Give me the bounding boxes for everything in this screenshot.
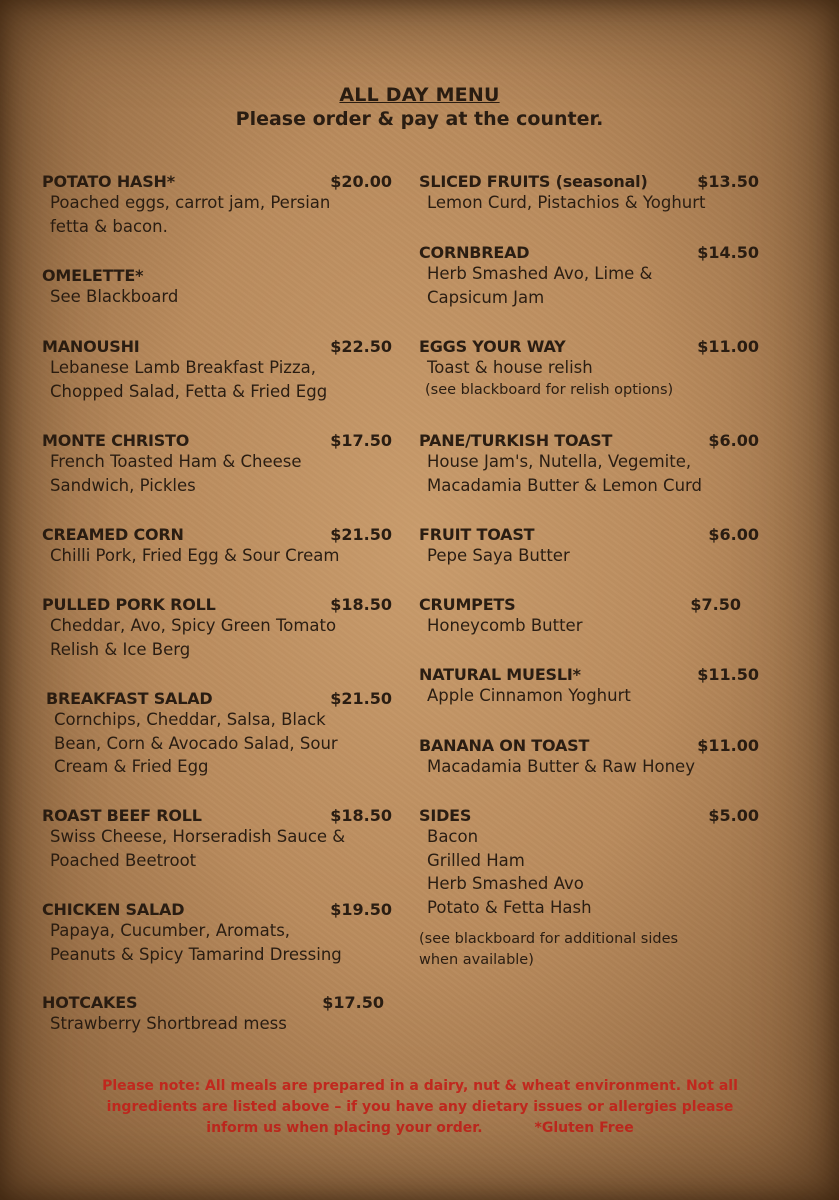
item-description: Pepe Saya Butter: [427, 546, 570, 565]
item-description: See Blackboard: [50, 287, 179, 306]
item-price: $21.50: [330, 689, 392, 708]
item-price: $22.50: [330, 337, 392, 356]
allergy-note-line-1: Please note: All meals are prepared in a dairy, nut & wheat environment. Not all: [102, 1078, 738, 1094]
item-name: PULLED PORK ROLL: [42, 595, 216, 614]
item-name: SIDES: [419, 806, 472, 825]
item-note: (see blackboard for relish options): [425, 381, 674, 398]
menu-item-banana-on-toast: [419, 736, 759, 779]
item-name: BANANA ON TOAST: [419, 736, 590, 755]
item-name: CREAMED CORN: [42, 525, 184, 544]
menu-item-eggs-your-way: [419, 337, 759, 401]
allergy-note-line-3: inform us when placing your order.: [206, 1120, 483, 1136]
menu-item-cornbread: [419, 243, 759, 309]
item-description: Apple Cinnamon Yoghurt: [427, 686, 631, 705]
item-name: CHICKEN SALAD: [42, 900, 185, 919]
menu-item-creamed-corn: [42, 525, 392, 568]
item-description: Cheddar, Avo, Spicy Green Tomato Relish & Ice Berg: [50, 616, 337, 659]
menu-item-hotcakes: [42, 993, 384, 1036]
menu-item-pane-turkish-toast: [419, 431, 759, 497]
item-name: BREAKFAST SALAD: [46, 689, 213, 708]
item-description: Toast & house relish: [427, 358, 593, 377]
item-description: House Jam's, Nutella, Vegemite, Macadamia Butter & Lemon Curd: [427, 452, 703, 495]
menu-item-breakfast-salad: [46, 689, 392, 779]
item-price: $13.50: [697, 172, 759, 191]
item-description: Chilli Pork, Fried Egg & Sour Cream: [50, 546, 340, 565]
item-price: $17.50: [322, 993, 384, 1012]
menu-item-sliced-fruits: [419, 172, 759, 215]
item-price: $11.50: [697, 665, 759, 684]
item-name: FRUIT TOAST: [419, 525, 535, 544]
item-price: $18.50: [330, 806, 392, 825]
allergy-note-line-2: ingredients are listed above – if you have any dietary issues or allergies please: [106, 1099, 734, 1115]
item-price: $14.50: [697, 243, 759, 262]
item-price: $11.00: [697, 337, 759, 356]
item-price: $18.50: [330, 595, 392, 614]
item-price: $5.00: [708, 806, 759, 825]
item-price: $6.00: [708, 431, 759, 450]
item-description: Papaya, Cucumber, Aromats, Peanuts & Spicy Tamarind Dressing: [50, 921, 342, 964]
menu-subtitle: Please order & pay at the counter.: [235, 108, 604, 130]
item-description: French Toasted Ham & Cheese Sandwich, Pickles: [50, 452, 302, 495]
menu-item-chicken-salad: [42, 900, 392, 966]
menu-title: ALL DAY MENU: [339, 84, 500, 106]
menu-item-sides: [419, 806, 759, 971]
item-description: Honeycomb Butter: [427, 616, 583, 635]
item-price: $6.00: [708, 525, 759, 544]
item-description: Cornchips, Cheddar, Salsa, Black Bean, Corn & Avocado Salad, Sour Cream & Fried Egg: [54, 710, 338, 776]
item-name: CRUMPETS: [419, 595, 516, 614]
item-price: $17.50: [330, 431, 392, 450]
item-name: MANOUSHI: [42, 337, 140, 356]
item-name: NATURAL MUESLI*: [419, 665, 581, 684]
item-price: $20.00: [330, 172, 392, 191]
item-description: Poached eggs, carrot jam, Persian fetta & bacon.: [50, 193, 331, 236]
menu-item-fruit-toast: [419, 525, 759, 568]
item-name: EGGS YOUR WAY: [419, 337, 566, 356]
menu-item-omelette: [42, 266, 392, 309]
item-name: CORNBREAD: [419, 243, 530, 262]
allergy-note: [40, 1076, 800, 1139]
menu-item-manoushi: [42, 337, 392, 403]
menu-item-natural-muesli: [419, 665, 759, 708]
gluten-free-legend: *Gluten Free: [534, 1120, 634, 1136]
item-price: $7.50: [690, 595, 741, 614]
menu-item-crumpets: [419, 595, 741, 638]
menu-item-pulled-pork-roll: [42, 595, 392, 661]
item-description: Lebanese Lamb Breakfast Pizza, Chopped Salad, Fetta & Fried Egg: [50, 358, 328, 401]
item-description: Macadamia Butter & Raw Honey: [427, 757, 695, 776]
item-name: SLICED FRUITS (seasonal): [419, 172, 648, 191]
item-description: Lemon Curd, Pistachios & Yoghurt: [427, 193, 706, 212]
item-description: Strawberry Shortbread mess: [50, 1014, 287, 1033]
item-name: ROAST BEEF ROLL: [42, 806, 202, 825]
item-description: Swiss Cheese, Horseradish Sauce & Poached Beetroot: [50, 827, 346, 870]
item-description: Herb Smashed Avo, Lime & Capsicum Jam: [427, 264, 653, 307]
item-name: PANE/TURKISH TOAST: [419, 431, 613, 450]
item-price: $19.50: [330, 900, 392, 919]
item-name: MONTE CHRISTO: [42, 431, 190, 450]
item-name: HOTCAKES: [42, 993, 138, 1012]
menu-header: [0, 84, 839, 130]
item-price: $21.50: [330, 525, 392, 544]
menu-item-potato-hash: [42, 172, 392, 238]
item-note: (see blackboard for additional sides when available): [419, 931, 679, 968]
item-description: Bacon Grilled Ham Herb Smashed Avo Potato & Fetta Hash: [427, 827, 592, 917]
item-name: OMELETTE*: [42, 266, 144, 285]
item-name: POTATO HASH*: [42, 172, 175, 191]
menu-item-roast-beef-roll: [42, 806, 392, 872]
menu-item-monte-christo: [42, 431, 392, 497]
item-price: $11.00: [697, 736, 759, 755]
